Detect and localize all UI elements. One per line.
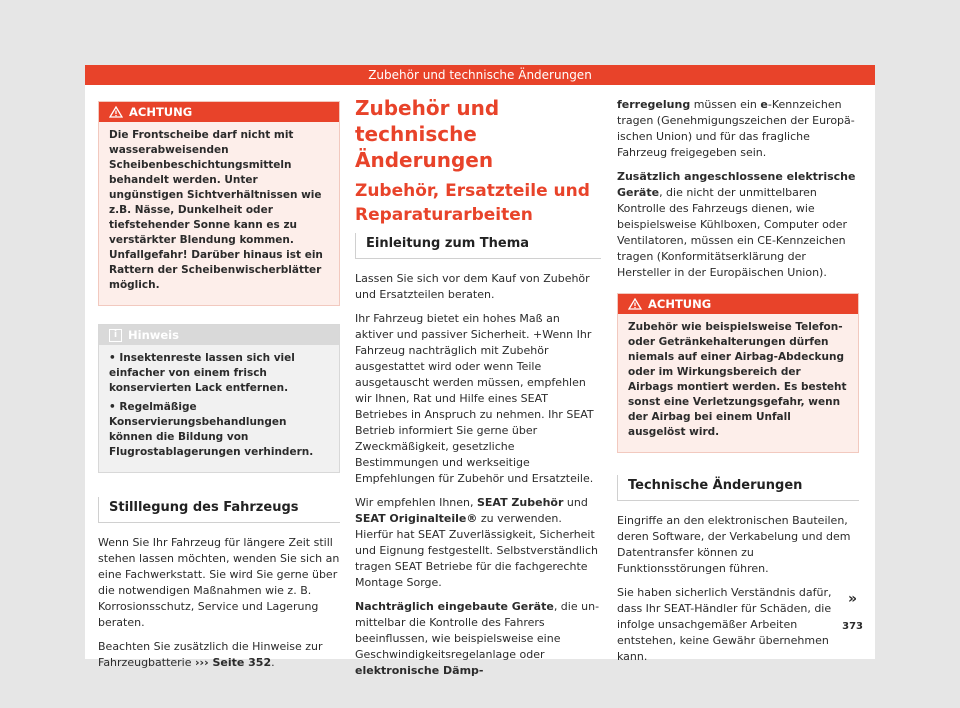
hint-box-header <box>99 325 339 345</box>
chapter-header: Zubehör und technische Änderungen <box>85 65 875 85</box>
hint-item: • Regelmäßige Konservierungsbehandlungen können die Bildung von Flugrostablagerungen verhindern. <box>109 401 314 458</box>
paragraph-text: Beachten Sie zusätzlich die Hinweise zur Fahrzeugbatterie <box>98 640 323 669</box>
paragraph <box>617 169 859 281</box>
section-title: Zubehör, Ersatzteile und Reparaturarbeiten <box>355 181 590 225</box>
paragraph: Lassen Sie sich vor dem Kauf von Zubehör und Ersatzteilen beraten. <box>355 272 590 301</box>
warning-label: ACHTUNG <box>648 297 712 311</box>
warning-box <box>617 293 859 453</box>
emphasis: elektronische Dämp- <box>355 664 484 677</box>
paragraph-text: -Kennzeichen tragen (Genehmigungszeichen der Europäischen Union) und für das fragliche Fahrzeug freigegeben sein. <box>617 98 855 159</box>
info-icon: i <box>109 329 122 342</box>
warning-text: Zubehör wie beispielsweise Telefon- oder Getränkehalterungen dürfen niemals auf einer Airbag-Abdeckung oder im Wirkungsbereich der Airbags montiert werden. Es besteht sonst eine Verletzungsgefahr, wenn der Airbag bei einem Unfall ausgelöst wird. <box>628 321 847 438</box>
column-left <box>98 101 340 679</box>
paragraph-text: , die nicht der unmittelbaren Kontrolle des Fahrzeugs dienen, wie beispielsweise Kühlboxen, Computer oder Ventilatoren, müssen ein CE-Kennzeichen tragen (Konformitätserklärung der Hersteller in der Europäischen Union). <box>617 186 848 279</box>
paragraph: Sie haben sicherlich Verständnis dafür, dass Ihr SEAT-Händler für Schäden, die infolge unsachgemäßer Arbeiten entstehen, keine Gewähr übernehmen kann. <box>617 586 832 663</box>
page-number: 373 <box>842 621 863 632</box>
paragraph <box>355 599 601 679</box>
page-reference-link[interactable]: ››› Seite 352 <box>195 656 272 669</box>
paragraph <box>98 639 340 671</box>
paragraph-text: und <box>563 496 588 509</box>
paragraph: Eingriffe an den elektronischen Bauteilen, deren Software, der Verkabelung und dem Datentransfer können zu Funktionsstörungen führen. <box>617 514 851 575</box>
paragraph: Wenn Sie Ihr Fahrzeug für längere Zeit still stehen lassen möchten, wenden Sie sich an eine Fachwerkstatt. Sie wird Sie gerne über die notwendigen Maßnahmen wie z. B. Korrosionsschutz, Service und Lagerung beraten. <box>98 536 340 629</box>
manual-page <box>85 65 875 677</box>
paragraph: Ihr Fahrzeug bietet ein hohes Maß an aktiver und passiver Sicherheit. +Wenn Ihr Fahrzeug nachträglich mit Zubehör ausgestattet wird oder wenn Teile ausgetauscht werden müssen, empfehlen wir Ihnen, Rat und Hilfe eines SEAT Betriebes in Anspruch zu nehmen. Ihr SEAT Betrieb informiert Sie gerne über Zweckmäßigkeit, gesetzliche Bestimmungen und werkseitige Empfehlungen für Zubehör und Ersatzteile. <box>355 312 594 485</box>
hint-item: • Insektenreste lassen sich viel einfacher von einem frisch konservierten Lack entfernen. <box>109 352 295 394</box>
emphasis: SEAT Zubehör <box>477 496 564 509</box>
paragraph-text: , die unmittelbar die Kontrolle des Fahrers beeinflussen, wie beispielsweise eine Geschwindigkeitsregelanlage oder <box>355 600 600 661</box>
subsection-heading-einleitung: Einleitung zum Thema <box>355 233 601 259</box>
chapter-title: Zubehör und technische Änderungen <box>355 96 500 172</box>
warning-box <box>98 101 340 306</box>
warning-triangle-icon <box>628 298 642 310</box>
paragraph-text: Wir empfehlen Ihnen, <box>355 496 477 509</box>
warning-triangle-icon <box>109 106 123 118</box>
warning-box-header <box>618 294 858 314</box>
hint-box <box>98 324 340 473</box>
column-middle <box>355 95 601 687</box>
subsection-heading-technische-aenderungen: Technische Änderungen <box>617 475 859 501</box>
emphasis: ferregelung <box>617 98 691 111</box>
paragraph <box>617 97 859 161</box>
warning-text: Die Frontscheibe darf nicht mit wasserabweisenden Scheibenbeschichtungsmitteln behandelt werden. Unter ungünstigen Sichtverhältnissen wie z.B. Nässe, Dunkelheit oder tiefstehender Sonne kann es zu verstärkter Blendung kommen. Unfallgefahr! Darüber hinaus ist ein Rattern der Scheibenwischerblätter möglich. <box>109 129 323 291</box>
paragraph-text: müssen ein <box>690 98 761 111</box>
emphasis: SEAT Originalteile® <box>355 512 478 525</box>
emphasis: Nachträglich eingebaute Geräte <box>355 600 554 613</box>
section-heading-stilllegung: Stilllegung des Fahrzeugs <box>98 497 340 523</box>
continue-marker: » <box>847 591 857 607</box>
emphasis: e <box>760 98 768 111</box>
warning-box-header <box>99 102 339 122</box>
emphasis: Zusätzlich angeschlossene elektrische Geräte <box>617 170 856 199</box>
paragraph-text: zu verwenden. Hierfür hat SEAT Zuverlässigkeit, Sicherheit und Eignung festgestellt. Selbstverständlich tragen SEAT Betriebe für die fachgerechte Montage Sorge. <box>355 512 598 589</box>
hint-label: Hinweis <box>128 328 179 342</box>
paragraph <box>355 495 601 591</box>
column-right <box>617 97 859 673</box>
paragraph-text: . <box>271 656 275 669</box>
warning-label: ACHTUNG <box>129 105 193 119</box>
